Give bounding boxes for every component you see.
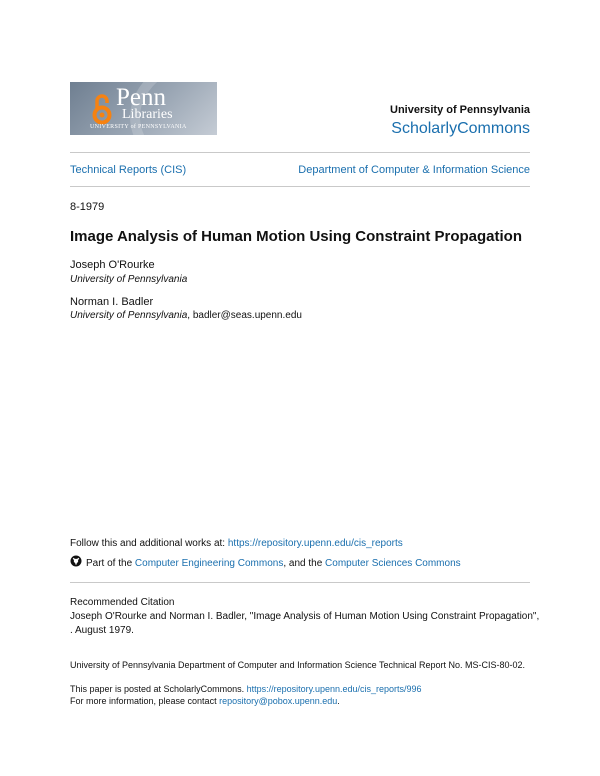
department-link[interactable]: Department of Computer & Information Science: [298, 164, 530, 176]
follow-line: [70, 538, 403, 549]
logo-libraries-text: Libraries: [122, 107, 173, 122]
citation-heading: Recommended Citation: [70, 597, 175, 608]
part-of-text: Part of the: [86, 558, 135, 569]
penn-libraries-logo: [70, 82, 217, 135]
posted-text: This paper is posted at ScholarlyCommons.: [70, 684, 247, 694]
citation-line-2: . August 1979.: [70, 625, 134, 636]
institution-name: University of Pennsylvania: [390, 104, 530, 116]
contact-end: .: [337, 696, 340, 706]
author-email: , badler@seas.upenn.edu: [187, 310, 302, 321]
publication-date: 8-1979: [70, 201, 105, 213]
part-of-mid-text: , and the: [283, 558, 326, 569]
logo-university-text: UNIVERSITY of PENNSYLVANIA: [90, 124, 187, 130]
contact-text: For more information, please contact: [70, 696, 220, 706]
logo-penn-text: Penn: [116, 84, 166, 111]
part-of-line: [86, 558, 461, 569]
affiliation-text: University of Pennsylvania: [70, 310, 188, 321]
citation-line-1: Joseph O'Rourke and Norman I. Badler, "Image Analysis of Human Motion Using Constraint Propagation",: [70, 611, 540, 622]
follow-link[interactable]: https://repository.upenn.edu/cis_reports: [227, 538, 403, 549]
series-link[interactable]: Technical Reports (CIS): [70, 164, 187, 176]
author-name: Norman I. Badler: [70, 296, 154, 308]
open-access-icon: [92, 92, 112, 126]
computer-engineering-commons-link[interactable]: Computer Engineering Commons: [134, 558, 284, 569]
author-affiliation: [70, 274, 187, 285]
contact-email-link[interactable]: repository@pobox.upenn.edu: [219, 696, 338, 706]
divider: [70, 152, 530, 153]
affiliation-text: University of Pennsylvania: [70, 274, 188, 285]
paper-title: Image Analysis of Human Motion Using Constraint Propagation: [70, 228, 522, 245]
report-note: University of Pennsylvania Department of Computer and Information Science Technical Report No. MS-CIS-80-02.: [70, 660, 526, 670]
posted-link[interactable]: https://repository.upenn.edu/cis_reports/996: [246, 684, 422, 694]
divider: [70, 582, 530, 583]
contact-line: [70, 696, 340, 706]
posted-line: [70, 684, 422, 694]
repository-link[interactable]: ScholarlyCommons: [391, 120, 530, 137]
computer-sciences-commons-link[interactable]: Computer Sciences Commons: [325, 558, 461, 569]
divider: [70, 186, 530, 187]
open-access-small-icon: [70, 555, 82, 567]
follow-text: Follow this and additional works at:: [70, 538, 228, 549]
author-affiliation: [70, 310, 302, 321]
author-name: Joseph O'Rourke: [70, 259, 155, 271]
